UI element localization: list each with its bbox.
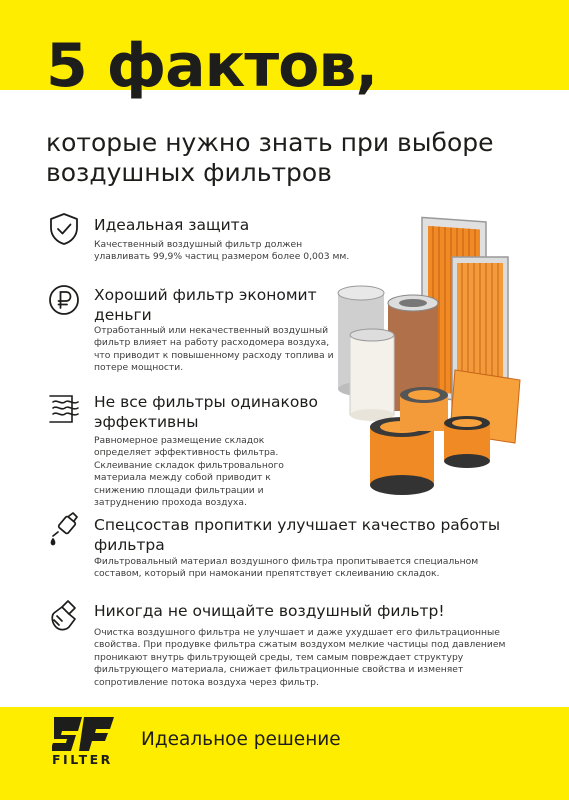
fact-2-heading: Хороший фильтр экономит деньги: [94, 286, 317, 324]
airflow-filter-icon: [48, 392, 80, 426]
fact-5: [48, 598, 528, 688]
page-title: 5 фактов,: [46, 31, 378, 101]
fact-1-text: Качественный воздушный фильтр должен улавливать 99,9% частиц размером более 0,003 мм.: [94, 239, 350, 263]
no-brush-icon: [48, 598, 80, 632]
fact-5-text: Очистка воздушного фильтра не улучшает и даже ухудшает его фильтрационные свойства. При продувке фильтра сжатым воздухом мелкие частицы под давлением проникают внутрь фильтрующей среды, тем самым повреждает структуру фильтрующего материала, снижает фильтрационные свойства и изменяет сопротивление потока воздуха через фильтр.: [94, 627, 506, 688]
fact-3-heading: Не все фильтры одинаково эффективны: [94, 393, 319, 431]
air-filters-product-image: [330, 205, 530, 505]
cylinder-filter-white: [350, 329, 394, 421]
fact-5-heading: Никогда не очищайте воздушный фильтр!: [94, 602, 445, 620]
fact-4-text: Фильтровальный материал воздушного фильтра пропитывается специальном составом, который при намокании препятствует склеиванию складок.: [94, 556, 479, 580]
fact-2-text: Отработанный или некачественный воздушный фильтр влияет на работу расходомера воздуха, что приводит к повышенному расходу топлива и потере мощности.: [94, 325, 334, 374]
fact-3-text: Равномерное размещение складок определяет эффективность фильтра. Склеивание складок фильтровального материала между собой приводит к снижению площади фильтрации и затруднению прохода воздуха.: [94, 435, 284, 509]
fact-1: [48, 212, 348, 272]
footer-slogan: Идеальное решение: [141, 729, 341, 750]
fact-3: [48, 392, 348, 509]
fact-4-heading: Спецсостав пропитки улучшает качество работы фильтра: [94, 516, 501, 554]
round-filter-orange-2: [400, 387, 448, 431]
ruble-coin-icon: [48, 283, 80, 317]
fact-1-heading: Идеальная защита: [94, 216, 250, 234]
logo-wordmark: FILTER: [52, 752, 113, 767]
round-filter-orange-3: [444, 416, 490, 468]
shield-check-icon: [48, 212, 80, 246]
drop-bottle-icon: [48, 512, 80, 546]
fact-2: [48, 283, 348, 373]
page-subtitle: которые нужно знать при выборе воздушных фильтров: [46, 128, 494, 187]
fact-4: [48, 512, 528, 582]
